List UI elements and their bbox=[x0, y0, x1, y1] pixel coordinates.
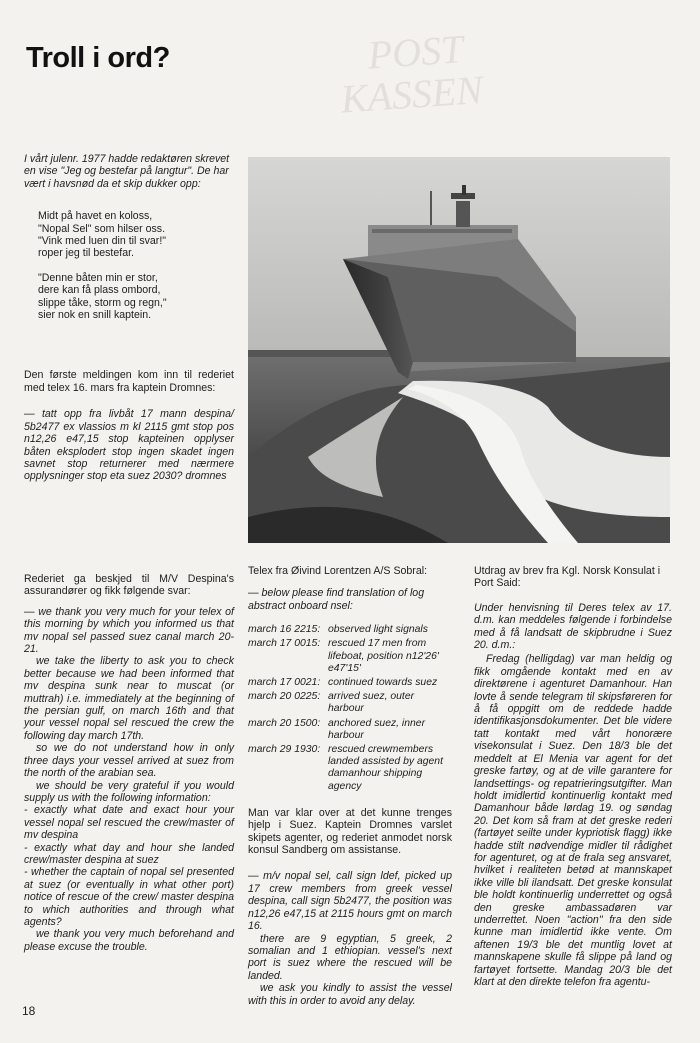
middle-heading: Telex fra Øivind Lorentzen A/S Sobral: bbox=[248, 565, 428, 577]
log-row: march 20 0225: arrived suez, outer harbour bbox=[248, 691, 415, 715]
ship-image bbox=[248, 157, 670, 543]
log-row: march 16 2215: observed light signals bbox=[248, 624, 428, 636]
right-heading: Utdrag av brev fra Kgl. Norsk Konsulat i Port Said: bbox=[474, 565, 661, 590]
rederiet-paragraph: Rederiet ga beskjed til M/V Despina's assurandører og fikk følgende svar: bbox=[24, 573, 234, 598]
insurer-column bbox=[24, 573, 234, 953]
telex-dromnes: — tatt opp fra livbåt 17 mann despina/ 5b2477 ex vlassios m kl 2115 gmt stop pos n12,26 e47,15 stop kapteinen opplyser båten eksplodert stop ingen skadet ingen savnet stop returnerer med nærmere opplysninger stop eta suez 2030? dromnes bbox=[24, 408, 234, 483]
suez-paragraph: Man var klar over at det kunne trenges hjelp i Suez. Kaptein Dromnes varslet skipets agenter, og rederiet anmodet norsk konsul Sandberg om assistanse. bbox=[248, 806, 452, 857]
log-table bbox=[248, 624, 452, 795]
first-message: Den første meldingen kom inn til rederiet med telex 16. mars fra kaptein Dromnes: bbox=[24, 369, 234, 394]
page-number: 18 bbox=[22, 1004, 36, 1018]
consulate-body: Fredag (helligdag) var man heldig og fikk omgående kontakt med en av direktørene i agenturet Damanhour. Han lovte å sende telegram til skipsføreren for å få oppgitt om de reddede hadde identifikasjonsdokumenter. Det ble videre tatt kontakt med vårt honorære visekonsulat i Suez. Den 18/3 ble det meddelt at El Menia var agent for det greske fartøy, og at de ville garantere for landsettings- og repatrieringsutgifter. Man holdt imidlertid kontinuerlig kontakt med Damanhour både lørdag 19. og søndag 20. Det kom så fram at det greske rederi (fartøyet seilte under kypriotisk flagg) ikke hadde stilt nødvendige midler til rådighet for agenturet, og at de frala seg ansvaret, hvilket i realiteten betød at mannskapet ikke ville bli ilandsatt. Det greske konsulat ble holdt kontinuerlig underrettet og også den greske ambassadøren var underrettet. Noen "action" fra den side kunne man imidlertid ikke vente. Om aftenen 19/3 ble det muntlig lovet at mannskapene skulle få slippe på land og fartøyet fortsette. Mandag 20/3 ble det klart at den direkte telefon fra agentu- bbox=[474, 653, 672, 988]
article-title: Troll i ord? bbox=[26, 42, 170, 74]
log-column bbox=[248, 565, 452, 1007]
ship-photo bbox=[248, 157, 670, 543]
intro-column bbox=[24, 153, 234, 493]
log-row: march 17 0015: rescued 17 men from lifeboat, position n12'26' e47'15' bbox=[248, 638, 439, 674]
log-row: march 17 0021: continued towards suez bbox=[248, 677, 438, 689]
verse-1: Midt på havet en koloss, "Nopal Sel" som hilser oss. "Vink med luen din til svar!" roper jeg til bestefar. bbox=[38, 210, 167, 260]
consulate-column bbox=[474, 565, 672, 998]
log-row: march 29 1930: rescued crewmembers landed assisted by agent damanhour shipping agency bbox=[248, 744, 443, 792]
consul-telex: — m/v nopal sel, call sign ldef, picked up 17 crew members from greek vessel despina, call sign 5b2477, the position was n12,26 e47,15 at 2115 hours gmt on march 16. there are 9 egyptian, 5 greek, 2 somalian and 1 ethiopian. vessel's next port is suez where the rescued will be landed. we ask you kindly to assist the vessel with this in order to avoid any delay. bbox=[248, 870, 452, 1007]
verse-2: "Denne båten min er stor, dere kan få plass ombord, slippe tåke, storm og regn," sier nok en snill kaptein. bbox=[38, 271, 167, 322]
show-through-text: POST KASSEN bbox=[339, 26, 485, 122]
insurer-reply: — we thank you very much for your telex of this morning by which you informed us that mv nopal sel passed suez canal march 20-21. we take the liberty to ask you to check better because we had been informed that mv despina sunk near to muscat (or muttrah) i.e. immediately at the beginning of the persian gulf, on march 16th and that your vessel nopal sel rescued the crew the following day march 17th. so we do not understand how in only three days your vessel arrived at suez from the north of the arabian sea. we should be very grateful if you would supply us with the following information: - exactly what date and exact hour your vessel nopal sel rescued the crew/master of mv despina - exactly what day and hour she landed crew/master despina at suez - whether the captain of nopal sel presented at suez (or eventually in what other port) notice of rescue of the crew/ master despina to which authorities and through what agents? we thank you very much beforehand and please excuse the trouble. bbox=[24, 605, 234, 953]
consulate-intro: Under henvisning til Deres telex av 17. d.m. kan meddeles følgende i forbindelse med å få landsatt de skipbrudne i Suez 20. d.m.: bbox=[474, 601, 672, 652]
log-row: march 20 1500: anchored suez, inner harbour bbox=[248, 717, 426, 741]
middle-sub: — below please find translation of log abstract onboard nsel: bbox=[248, 587, 425, 612]
intro-lead: I vårt julenr. 1977 hadde redaktøren skrevet en vise "Jeg og bestefar på langtur". De har vært i havsnød da et skip dukker opp: bbox=[24, 153, 230, 190]
